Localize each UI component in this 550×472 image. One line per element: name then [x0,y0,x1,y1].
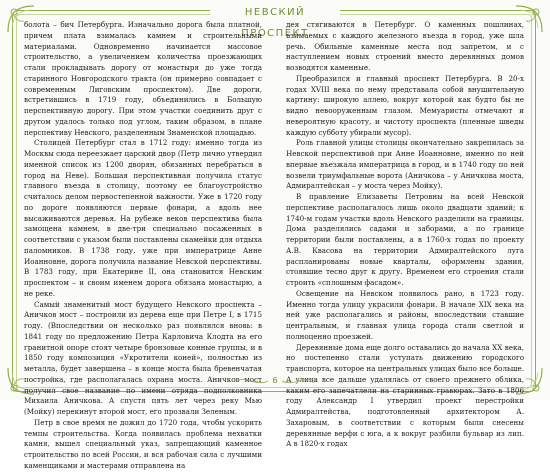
paragraph: Освещение на Невском появилось рано, в 1723 году. Именно тогда улицу украсили фонари. В начале XIX века на ней уже располагались и районы, впоследствии ставшие центральным, и главная улица города стали светлой и полноценно проезжей. [286,288,524,341]
paragraph: Самый знаменитый мост будущего Невского проспекта – Аничков мост – построили из дерева еще при Петре I, в 1715 году. (Впоследствии он несколько раз появлялся вновь: в 1841 году по предложению Петра Карловича Клодта на его гранитной опоре стоят четыре бронзовые конные группы, и в 1850 году композиция «Укротители коней», полностью из металла, будет завершена – в конце моста была бревенчатая постройка, где располагалась охрана моста. Аничков мост получил свое название по имени отряда подполковника Михаила Аничкова. А спустя пять лет через реку Мью (Мойку) перекинут второй мост, его прозвали Зеленым. [24,299,262,416]
paragraph: Деревянные дома еще долго оставались до начала XX века, но постепенно стали уступать движению городского транспорта, которое на центральных улицах было все больше. А улица все дальше удалялась от своего прежнего облика, каким его запечатлели на старинных гравюрах. Зато в 1806 году Александр I утвердил проект перестройки Адмиралтейства, подготовленный архитектором А. Захаровым, в соответствии с которым были снесены деревянные верфи с юга, а к вокруг разбили бульвар из лип. А в 1820-х годах [286,342,524,449]
paragraph: болота – бич Петербурга. Изначально дорога была платной, причем плата взималась камнем и строительными материалами. Одновременно начинается массовое строительство, а увеличением количества проезжающих стали прокладывать дорогу от монастыря до уже тогда старинного Новгородского тракта (он примерно совпадает с современным Лиговским проспектом). Две дороги, встретившись в 1719 году, объединились в Большую перспективную дорогу. При этом участки соединить друг с другом удалось только под углом, таким образом, в плане перспективу Невского, разделенным Знаменской площадью. [24,20,262,137]
running-header [210,0,340,39]
paragraph: Петр в свое время не дожил до 1720 года, чтобы ускорить темпы строительства. Когда появилась проблема нехватки камня, вышел специальный указ, запрещающий каменное строительство по всей России, и вся рабочая сила с лучшими каменщиками и мастерами отправлена на [24,417,262,470]
running-header-title: НЕВСКИЙ ПРОСПЕКТ [241,7,309,39]
paragraph: Столицей Петербург стал в 1712 году: именно тогда из Москвы сюда переезжает царский двор (Петр лично утвердил именной список из 1200 дворян, обязанных перебраться в город на Неве). Большая перспективная получила статус главного въезда в столицу, поэтому ее благоустройство считалось делом первостепенной важности. Уже в 1720 году по дороге появляются первые фонари, а вдоль нее высаживаются деревья. На рубеже веков перспектива была замощена камнем, в две-три специально посаженных в соответствии с указом были поставлены скамейки для отдыха паломников. В 1738 году, уже при императрице Анне Иоанновне, дорога получила название Невской перспективы. В 1783 году, при Екатерине II, она становится Невским проспектом – и своим именем дорога обязана монастырю, а не реке. [24,138,262,298]
left-text-column [24,20,262,470]
right-text-column [286,20,524,449]
paragraph: Преобразился и главный проспект Петербурга. В 20-х годах XVIII века по нему представала собой внушительную картину: широкую аллею, вокруг которой как будто бы не видно невооруженным глазом. Мемуаристы отмечают и невероятную красоту, и чистоту проспекта (пленные шведы каждую субботу убирали мусор). [286,73,524,137]
paragraph: дея стягиваются в Петербург. О каменных пошлинах, взимаемых с каждого железного въезда в город, уже шла речь. Обильные каменные места под запретом, и с наступлением новых строений вместо деревянных домов возводятся каменные. [286,20,524,72]
page-number: 6 [272,376,278,385]
text-columns [24,20,526,470]
paragraph: В правление Елизаветы Петровны на всей Невской перспективе располагалось лишь около двадцати зданий; к 1740-м годам участки вдоль Невского разделили на границы. Дома разделялись садами и заборами, а по границе территории были поставлены, а в 1760-х годах по проекту А.В. Квасова на территории Адмиралтейского луга распланированы новые кварталы, оформлены здания, стоявшие тесно друг к другу. Временем его строения стали строить «сплошным фасадом». [286,192,524,287]
paragraph: Роль главной улицы столицы окончательно закрепилась за Невской перспективой при Анне Иоанновне, именно по ней впервые въезжала императрица в город, и в 1740 году по ней возвели триумфальные ворота (Аничкова – у Аничкова моста, Адмиралтейская – у моста через Мойку). [286,138,524,191]
